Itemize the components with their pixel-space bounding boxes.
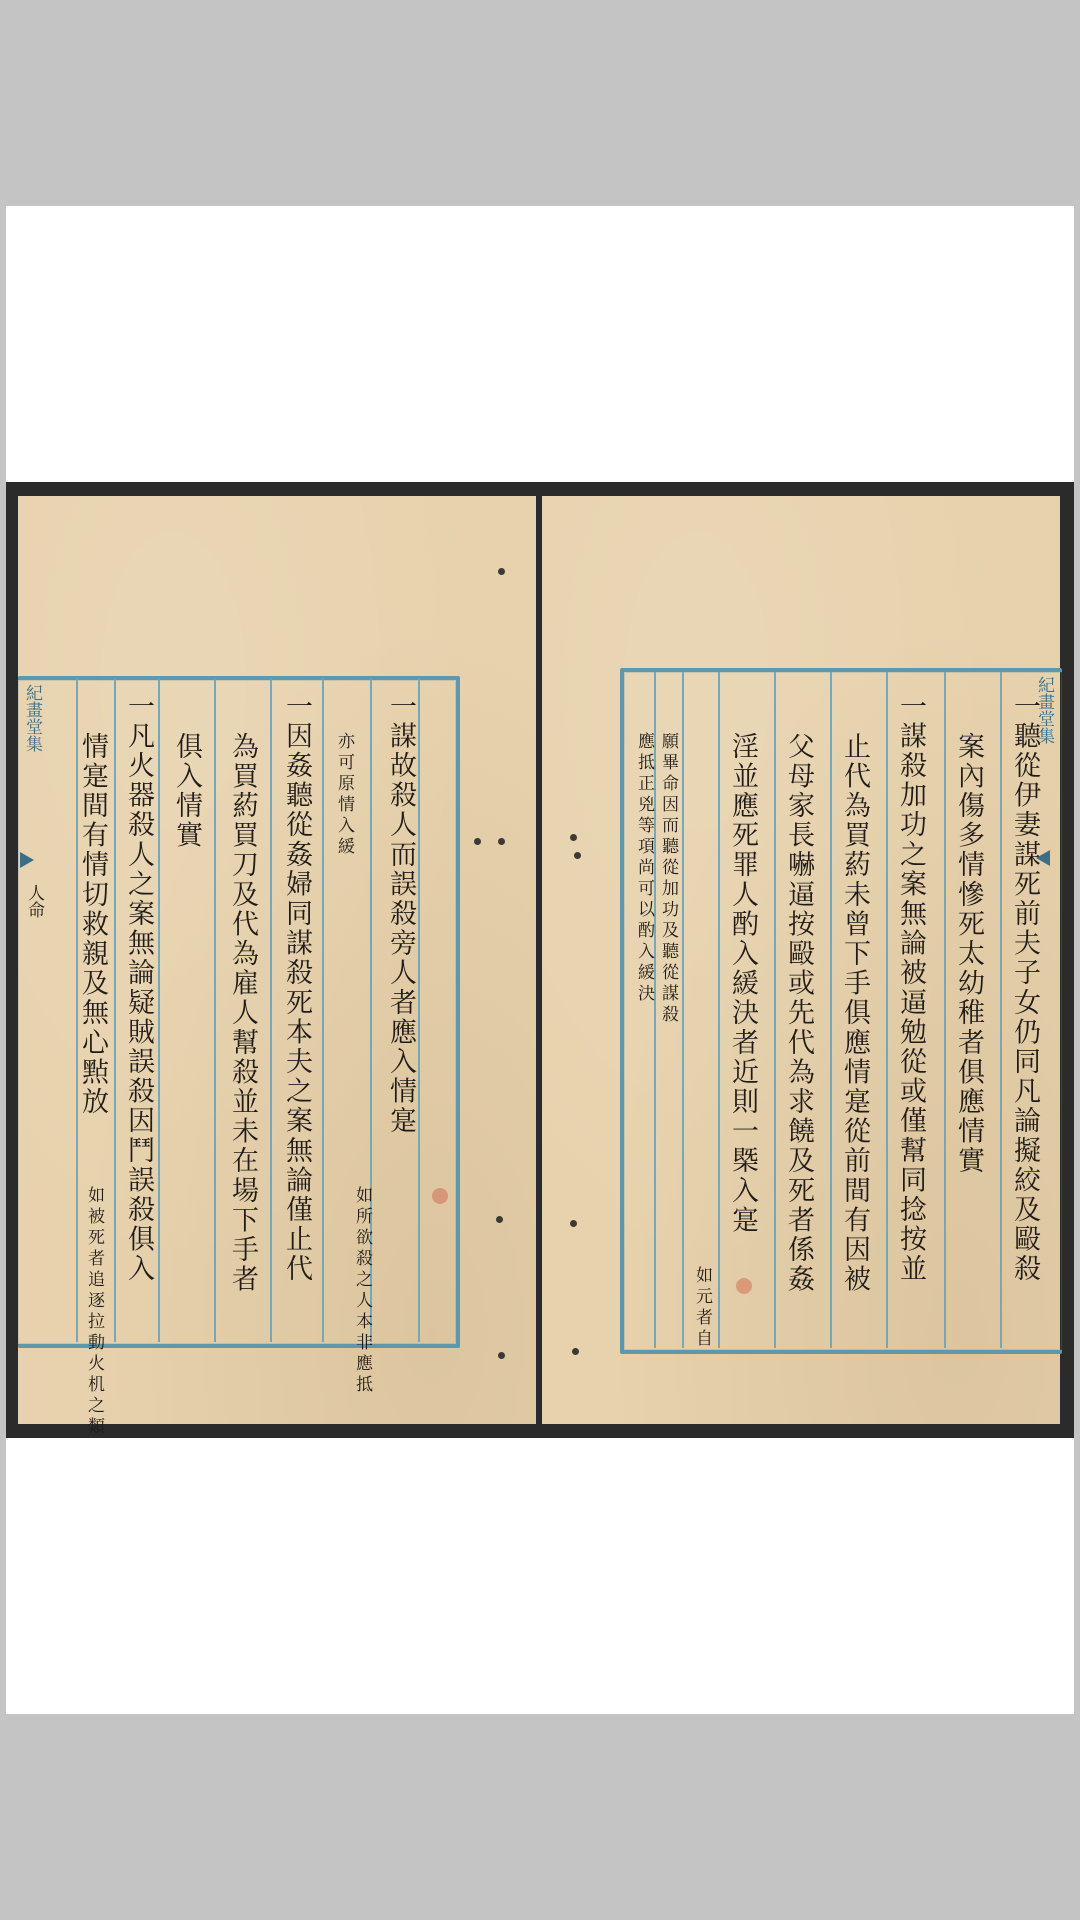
binding-hole	[498, 1352, 505, 1359]
right-header-marker: 紀畫堂集	[1034, 676, 1054, 744]
left-col-7: 情寔間有情切救親及無心㸃放	[77, 732, 108, 1117]
column-rule	[682, 672, 684, 1348]
column-rule	[774, 672, 776, 1348]
red-seal-mark	[432, 1188, 448, 1204]
binding-hole	[570, 1220, 577, 1227]
binding-hole	[474, 838, 481, 845]
binding-hole	[496, 1216, 503, 1223]
column-rule	[114, 678, 116, 1342]
column-rule	[322, 678, 324, 1342]
left-col-3: 一因姦聽從姦婦同謀殺死本夫之案無論僅止代	[281, 692, 312, 1284]
right-col-5: 父母家長嚇逼按毆或先代為求饒及死者係姦	[783, 732, 814, 1295]
left-header-marker: 紀畫堂集	[22, 684, 42, 752]
left-col-1-note: 如所欲殺之人本非應抵	[352, 1186, 372, 1396]
binding-hole	[574, 852, 581, 859]
binding-hole	[570, 834, 577, 841]
left-col-1: 一謀故殺人而誤殺旁人者應入情寔	[385, 692, 416, 1136]
right-col-1: 一聽從伊妻謀死前夫子女仍同凡論擬絞及毆殺	[1009, 692, 1040, 1284]
right-col-2: 案內傷多情慘死太幼稚者俱應情實	[953, 732, 984, 1176]
left-col-6: 一凡火器殺人之案無論疑賊誤殺因鬥誤殺俱入	[123, 692, 154, 1284]
right-col-6-note: 如元者自	[692, 1266, 712, 1350]
section-marker: 人命	[24, 884, 44, 918]
column-rule	[418, 678, 420, 1342]
column-rule	[654, 672, 656, 1348]
left-col-5: 俱入情實	[171, 732, 202, 851]
right-col-6: 淫並應死罪人酌入緩決者近則一槩入寔	[727, 732, 758, 1236]
column-rule	[158, 678, 160, 1342]
column-rule	[214, 678, 216, 1342]
binding-hole	[498, 838, 505, 845]
red-seal-mark	[736, 1278, 752, 1294]
column-rule	[944, 672, 946, 1348]
right-col-3: 一謀殺加功之案無論被逼勉從或僅幫同捻按並	[895, 692, 926, 1284]
binding-hole	[572, 1348, 579, 1355]
column-rule	[270, 678, 272, 1342]
right-col-7-note: 願畢命因而聽從加功及聽從謀殺	[658, 732, 678, 1026]
column-rule	[1000, 672, 1002, 1348]
left-page	[18, 496, 536, 1438]
column-rule	[830, 672, 832, 1348]
right-col-4: 止代為買葯未曾下手俱應情寔從前間有因被	[839, 732, 870, 1295]
right-page	[542, 496, 1060, 1424]
left-col-2-note: 亦可原情入緩	[334, 732, 354, 858]
left-col-7-note: 如被死者追逐拉動火机之類	[84, 1186, 104, 1438]
fishtail-marker	[20, 852, 34, 868]
column-rule	[718, 672, 720, 1348]
right-col-8-note: 應抵正兇等項尚可以酌入緩決	[634, 732, 654, 1005]
binding-hole	[498, 568, 505, 575]
left-col-4: 為買葯買刀及代為雇人幫殺並未在場下手者	[227, 732, 258, 1295]
fishtail-marker	[1036, 850, 1050, 866]
column-rule	[886, 672, 888, 1348]
